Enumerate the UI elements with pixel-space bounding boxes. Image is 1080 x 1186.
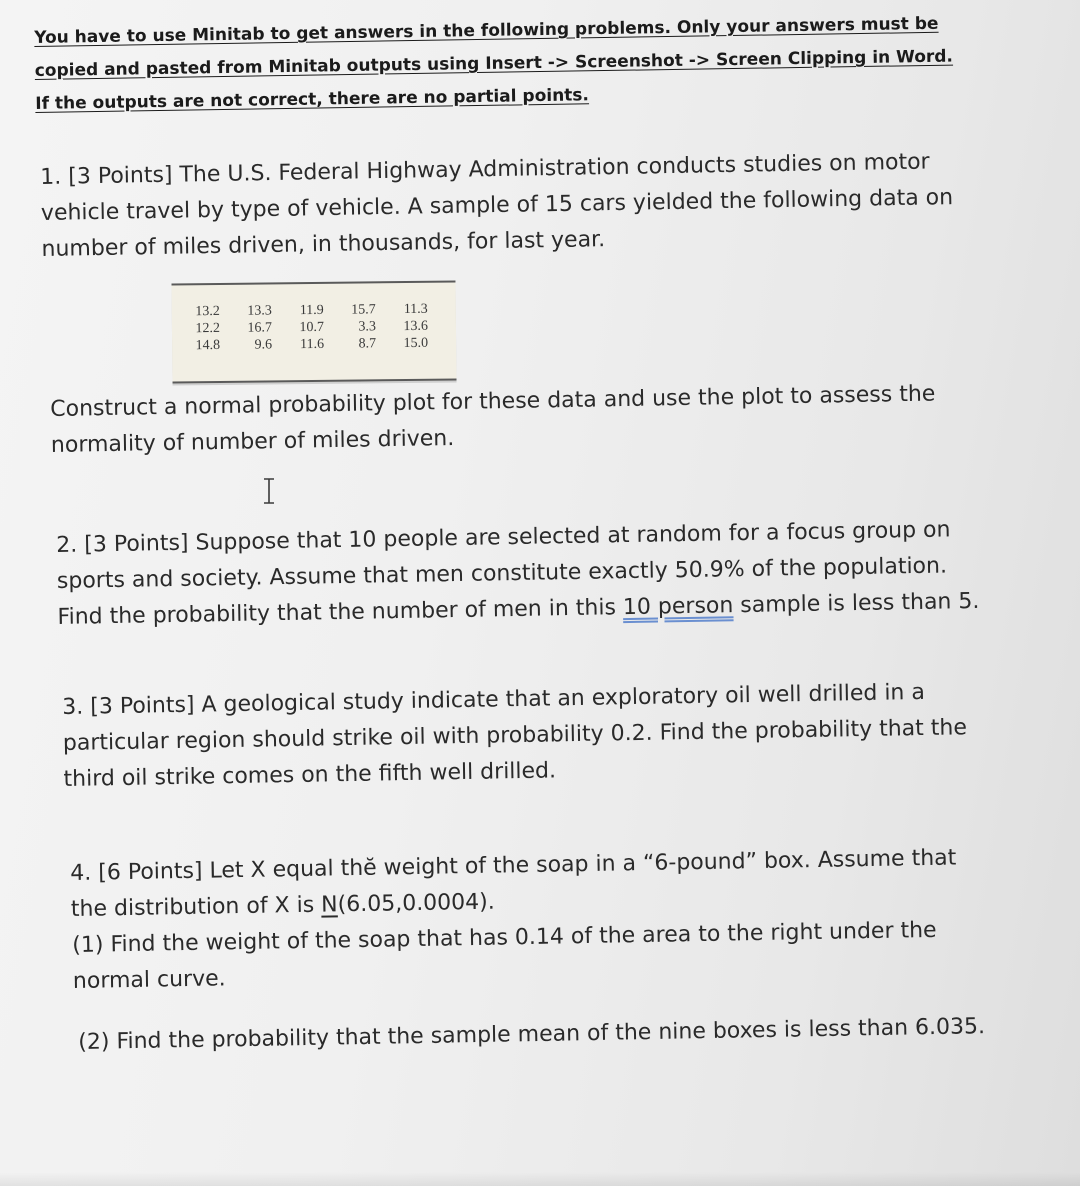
question-4-part-1 xyxy=(72,911,1023,1000)
question-3 xyxy=(62,673,1024,798)
question-1-line-1: 1. [3 Points] The U.S. Federal Highway Administration conducts studies on motor xyxy=(40,149,930,190)
question-1 xyxy=(40,143,1022,268)
instructions-line-1: You have to use Minitab to get answers in the following problems. Only your answers must be xyxy=(34,13,939,48)
question-2 xyxy=(56,511,1018,636)
instructions-line-3: If the outputs are not correct, there are no partial points. xyxy=(35,85,590,114)
instructions-block xyxy=(34,6,1025,121)
question-2-line-1: 2. [3 Points] Suppose that 10 people are selected at random for a focus group on xyxy=(56,517,951,558)
question-4-part-1-line-1: (1) Find the weight of the soap that has 0.14 of the area to the right under the xyxy=(72,917,937,958)
table-cell: 14.8 xyxy=(195,337,221,354)
table-cell: 12.2 xyxy=(195,320,221,337)
miles-data-table xyxy=(171,281,456,384)
text-cursor-icon xyxy=(263,478,275,504)
question-2-line-2: sports and society. Assume that men constitute exactly 50.9% of the population. xyxy=(56,553,948,594)
question-4-normal-symbol: N xyxy=(320,892,338,918)
table-cell: 8.7 xyxy=(358,336,377,352)
table-cell: 16.7 xyxy=(247,320,273,336)
question-2-underlined-phrase: 10 person xyxy=(622,593,734,621)
question-4-part-2 xyxy=(78,1009,1018,1061)
table-row xyxy=(178,335,438,355)
table-cell: 11.9 xyxy=(299,302,324,319)
question-1-line-2: vehicle travel by type of vehicle. A sample of 15 cars yielded the following data on xyxy=(40,185,954,226)
table-cell: 13.6 xyxy=(403,318,429,335)
question-1-after-line-1: Construct a normal probability plot for these data and use the plot to assess the xyxy=(50,381,936,422)
table-cell: 3.3 xyxy=(358,319,377,335)
table-cell: 13.3 xyxy=(247,303,272,319)
question-4-line-2-post: (6.05,0.0004). xyxy=(337,889,495,918)
table-cell: 11.3 xyxy=(403,301,428,318)
table-cell: 10.7 xyxy=(299,319,325,336)
question-4-part-1-line-2: normal curve. xyxy=(72,966,226,994)
question-1-line-3: number of miles driven, in thousands, for last year. xyxy=(41,227,606,262)
question-4-part-2-line-1: (2) Find the probability that the sample mean of the nine boxes is less than 6.035. xyxy=(78,1014,986,1055)
question-3-line-3: third oil strike comes on the fifth well drilled. xyxy=(63,758,557,792)
table-cell: 15.7 xyxy=(351,302,376,318)
table-cell: 13.2 xyxy=(195,303,220,320)
question-4-line-1: 4. [6 Points] Let X equal thĕ weight of the soap in a “6-pound” box. Assume that xyxy=(70,845,957,886)
question-3-line-1: 3. [3 Points] A geological study indicate that an exploratory oil well drilled in a xyxy=(62,679,926,720)
bottom-edge-shadow xyxy=(0,1172,1080,1186)
table-cell: 11.6 xyxy=(300,336,325,353)
question-2-line-3-post: sample is less than 5. xyxy=(733,588,980,619)
question-4-line-2-pre: the distribution of X is xyxy=(70,892,322,922)
question-2-line-3-pre: Find the probability that the number of men in this xyxy=(57,595,624,630)
question-1-after-line-2: normality of number of miles driven. xyxy=(50,425,455,458)
table-cell: 15.0 xyxy=(403,335,429,352)
instructions-line-2: copied and pasted from Minitab outputs using Insert -> Screenshot -> Screen Clipping in Word. xyxy=(34,46,954,81)
question-3-line-2: particular region should strike oil with probability 0.2. Find the probability that the xyxy=(62,715,968,756)
question-1-instruction xyxy=(50,375,1021,464)
table-cell: 9.6 xyxy=(254,337,273,353)
